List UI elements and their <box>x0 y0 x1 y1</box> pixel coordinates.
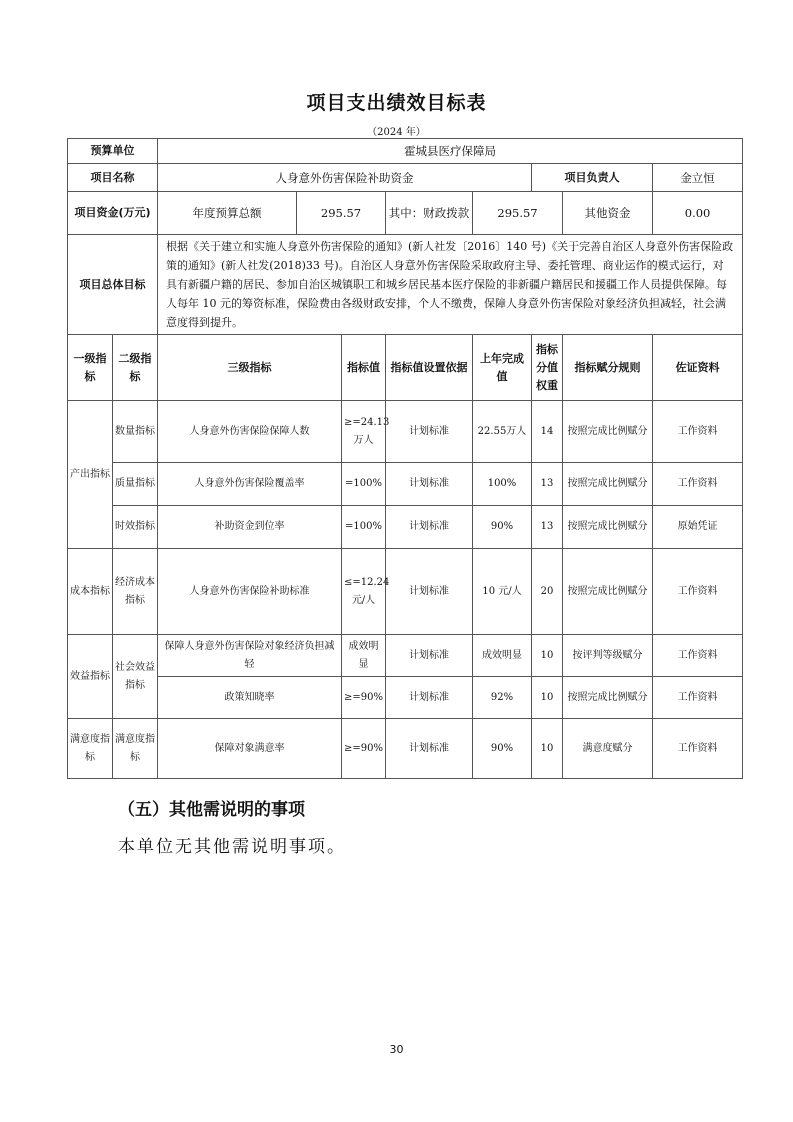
header-evidence: 佐证资料 <box>653 335 743 401</box>
indicator-basis: 计划标准 <box>386 401 473 463</box>
header-basis: 指标值设置依据 <box>386 335 473 401</box>
subgroup-quantity: 数量指标 <box>113 401 158 463</box>
table-year: （2024 年） <box>367 127 426 138</box>
table-row <box>68 401 743 463</box>
header-level3: 三级指标 <box>158 335 342 401</box>
last-year-value: 10 元/人 <box>473 549 532 635</box>
performance-target-table <box>67 138 743 779</box>
header-rule: 指标赋分规则 <box>563 335 653 401</box>
annual-budget-label: 年度预算总额 <box>158 192 297 235</box>
scoring-rule: 按照完成比例赋分 <box>563 549 653 635</box>
section-heading: （五）其他需说明的事项 <box>118 800 305 820</box>
overall-goal-row <box>68 235 743 335</box>
annual-budget-value: 295.57 <box>297 192 386 235</box>
indicator-weight: 13 <box>532 506 563 549</box>
indicator-basis: 计划标准 <box>386 719 473 779</box>
table-row <box>68 719 743 779</box>
indicator-weight: 10 <box>532 719 563 779</box>
indicator-weight: 14 <box>532 401 563 463</box>
overall-goal-label: 项目总体目标 <box>68 235 158 335</box>
indicator-name: 人身意外伤害保险保障人数 <box>158 401 342 463</box>
project-name-label: 项目名称 <box>68 164 158 192</box>
fiscal-appropriation-label: 其中：财政拨款 <box>386 192 473 235</box>
indicator-basis: 计划标准 <box>386 463 473 506</box>
scoring-rule: 满意度赋分 <box>563 719 653 779</box>
scoring-rule: 按评判等级赋分 <box>563 635 653 677</box>
subgroup-social-benefit: 社会效益指标 <box>113 635 158 719</box>
last-year-value: 22.55万人 <box>473 401 532 463</box>
other-fund-label: 其他资金 <box>563 192 653 235</box>
evidence-material: 工作资料 <box>653 635 743 677</box>
indicator-value: 成效明显 <box>342 635 386 677</box>
table-row <box>68 506 743 549</box>
subgroup-economic-cost: 经济成本指标 <box>113 549 158 635</box>
indicator-value: ≥=24.13 万人 <box>342 401 386 463</box>
budget-unit-value: 霍城县医疗保障局 <box>158 139 743 164</box>
indicator-basis: 计划标准 <box>386 506 473 549</box>
indicator-weight: 20 <box>532 549 563 635</box>
header-weight: 指标分值权重 <box>532 335 563 401</box>
evidence-material: 原始凭证 <box>653 506 743 549</box>
indicator-name: 人身意外伤害保险覆盖率 <box>158 463 342 506</box>
project-name-value: 人身意外伤害保险补助资金 <box>158 164 532 192</box>
group-cost: 成本指标 <box>68 549 113 635</box>
indicator-value: =100% <box>342 506 386 549</box>
group-benefit: 效益指标 <box>68 635 113 719</box>
indicator-value: ≥=90% <box>342 719 386 779</box>
indicator-basis: 计划标准 <box>386 549 473 635</box>
table-row <box>68 463 743 506</box>
indicator-name: 保障对象满意率 <box>158 719 342 779</box>
indicator-basis: 计划标准 <box>386 635 473 677</box>
indicator-value: ≥=90% <box>342 677 386 719</box>
indicator-header-row <box>68 335 743 401</box>
indicator-name: 人身意外伤害保险补助标准 <box>158 549 342 635</box>
table-row <box>68 635 743 677</box>
header-value: 指标值 <box>342 335 386 401</box>
fiscal-appropriation-value: 295.57 <box>473 192 563 235</box>
project-name-row <box>68 164 743 192</box>
last-year-value: 92% <box>473 677 532 719</box>
overall-goal-text: 根据《关于建立和实施人身意外伤害保险的通知》(新人社发〔2016〕140 号)《关于完善自治区人身意外伤害保险政策的通知》(新人社发(2018)33 号)。自治区人身意外伤害保险采取政府主导、委托管理、商业运作的模式运行，对具有新疆户籍的居民、参加自治区城镇职工和城乡居民基本医疗保险的非新疆户籍居民和援疆工作人员提供保障。每人每年 10 元的筹资标准，保险费由各级财政安排，个人不缴费，保障人身意外伤害保险对象经济负担减轻，社会满意度得到提升。 <box>158 235 743 335</box>
indicator-value: ≤=12.24 元/人 <box>342 549 386 635</box>
indicator-name: 保障人身意外伤害保险对象经济负担减轻 <box>158 635 342 677</box>
indicator-basis: 计划标准 <box>386 677 473 719</box>
evidence-material: 工作资料 <box>653 463 743 506</box>
section-paragraph: 本单位无其他需说明事项。 <box>118 837 346 857</box>
page-number: 30 <box>389 1043 404 1056</box>
scoring-rule: 按照完成比例赋分 <box>563 677 653 719</box>
indicator-name: 补助资金到位率 <box>158 506 342 549</box>
indicator-value: =100% <box>342 463 386 506</box>
subgroup-timeliness: 时效指标 <box>113 506 158 549</box>
evidence-material: 工作资料 <box>653 719 743 779</box>
page-title: 项目支出绩效目标表 <box>306 92 487 114</box>
header-level1: 一级指标 <box>68 335 113 401</box>
last-year-value: 100% <box>473 463 532 506</box>
project-fund-row <box>68 192 743 235</box>
scoring-rule: 按照完成比例赋分 <box>563 401 653 463</box>
last-year-value: 90% <box>473 506 532 549</box>
indicator-weight: 13 <box>532 463 563 506</box>
header-last-year: 上年完成值 <box>473 335 532 401</box>
last-year-value: 成效明显 <box>473 635 532 677</box>
scoring-rule: 按照完成比例赋分 <box>563 506 653 549</box>
table-row <box>68 549 743 635</box>
evidence-material: 工作资料 <box>653 401 743 463</box>
project-fund-label: 项目资金(万元) <box>68 192 158 235</box>
other-fund-value: 0.00 <box>653 192 743 235</box>
last-year-value: 90% <box>473 719 532 779</box>
evidence-material: 工作资料 <box>653 549 743 635</box>
subgroup-satisfaction: 满意度指标 <box>113 719 158 779</box>
project-leader-label: 项目负责人 <box>532 164 653 192</box>
header-level2: 二级指标 <box>113 335 158 401</box>
indicator-name: 政策知晓率 <box>158 677 342 719</box>
evidence-material: 工作资料 <box>653 677 743 719</box>
group-output: 产出指标 <box>68 401 113 549</box>
subgroup-quality: 质量指标 <box>113 463 158 506</box>
group-satisfaction: 满意度指标 <box>68 719 113 779</box>
budget-unit-row <box>68 139 743 164</box>
table-row <box>68 677 743 719</box>
project-leader-value: 金立恒 <box>653 164 743 192</box>
scoring-rule: 按照完成比例赋分 <box>563 463 653 506</box>
budget-unit-label: 预算单位 <box>68 139 158 164</box>
indicator-weight: 10 <box>532 635 563 677</box>
indicator-weight: 10 <box>532 677 563 719</box>
